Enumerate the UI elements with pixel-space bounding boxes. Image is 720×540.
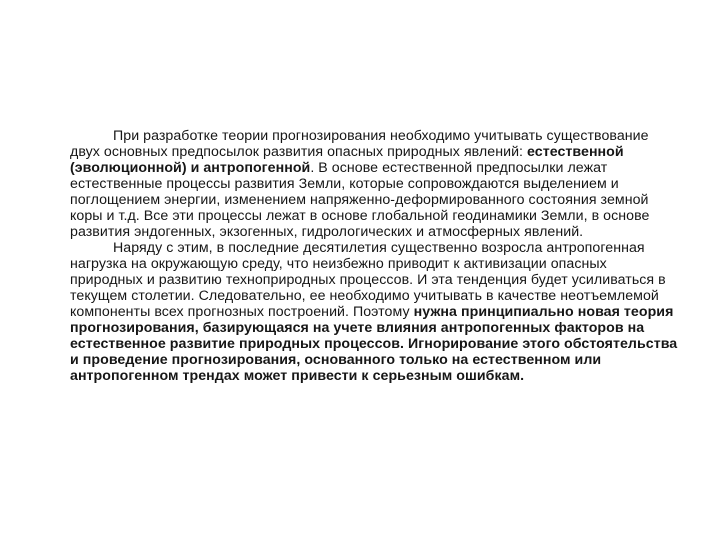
paragraph1-text-start: При разработке теории прогнозирования необходимо учитывать существование двух основных предпосылок развития опасных природных явлений: — [70, 128, 649, 160]
paragraph-natural-and-anthropogenic-premises — [70, 128, 678, 240]
text-block — [70, 128, 678, 384]
paragraph2-text-start: Наряду с этим, в последние десятилетия существенно возросла антропогенная нагрузка на окружающую среду, что неизбежно приводит к активизации опасных природных и развитию техноприродных процессов. И эта тенденция будет усиливаться в текущем столетии. Следовательно, ее необходимо учитывать в качестве неотъемлемой компоненты всех прогнозных построений. Поэтому — [70, 240, 666, 320]
paragraph1-text-end: . В основе естественной предпосылки лежат естественные процессы развития Земли, которые сопровождаются выделением и поглощением энергии, изменением напряженно-деформированного состояния земной коры и т.д. Все эти процессы лежат в основе глобальной геодинамики Земли, в основе развития эндогенных, экзогенных, гидрологических и атмосферных явлений. — [70, 160, 650, 240]
paragraph-anthropogenic-load — [70, 240, 678, 384]
paragraph1-bold-premises: естественной (эволюционной) и антропогенной — [70, 144, 624, 176]
paragraph2-bold-conclusion: нужна принципиально новая теория прогнозирования, базирующаяся на учете влияния антропогенных факторов на естественное развитие природных процессов. Игнорирование этого обстоятельства и проведение прогнозирования, основанного только на естественном или антропогенном трендах может привести к серьезным ошибкам. — [70, 304, 678, 384]
